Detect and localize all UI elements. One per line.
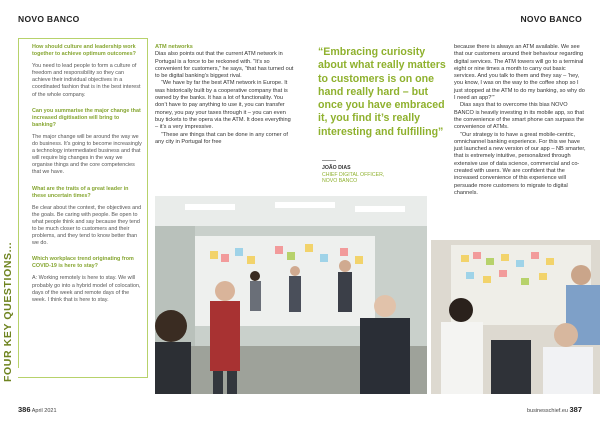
quote-author: JOÃO DIAS [322,165,351,171]
quote-attribution [322,165,384,185]
header-publication-left: NOVO BANCO [18,14,80,24]
paragraph: “Our strategy is to have a great mobile-centric, omnichannel banking experience. For this we have just launched a new version of our app – NB smarter, that is extremely intuitive, personalized through extensive use of data science, commercial and co-created with users. We are confident that the increased convenience of this experience will persuade more customers to migrate to digital channels. [454,131,586,196]
pull-quote: “Embracing curiosity about what really matters to customers is on one hand really hard – but once you have embraced it, you find it’s really interesting and fulfilling” [318,46,446,138]
quote-author-role: CHIEF DIGITAL OFFICER, [322,171,385,178]
article-column-2 [155,44,295,146]
paragraph: Dias also points out that the current ATM network in Portugal is a force to be reckoned with. “It’s so convenient for customers,” he says, “that has turned out to be digital banking’s biggest rival. [155,51,294,80]
sidebar-vertical-title: FOUR KEY QUESTIONS... [2,241,14,382]
paragraph: Dias says that to overcome this bias NOVO BANCO is heavily investing in its mobile app, so that the convenience of the smart phone can surpass the convenience of ATMs. [454,102,584,131]
footer-left [18,405,57,414]
page-number-right: 387 [569,405,582,414]
header-publication-right: NOVO BANCO [520,14,582,24]
question-1: How should culture and leadership work together to achieve optimum outcomes? [32,44,136,58]
answer-3: Be clear about the context, the objectives and the goals. Be caring with people. Be open to what people think and say because they tend to be much closer to customers and their problems, and they tend to know better than we do. [32,204,142,247]
paragraph: “We have by far the best ATM network in Europe. It was historically built by a cooperative company that is owned by the banks. It has a lot of functionality. You don’t have to pay anything to use it, you can transfer money, you pay your taxes through it – you can even buy tickets to the opera via the ATM. It does everything – it’s a very impressive. [155,80,291,131]
office-photo-presentation [431,240,600,394]
quote-author-company: NOVO BANCO [322,178,358,184]
quote-divider [322,160,336,161]
site-url: businesschief.eu [526,408,568,414]
paragraph: because there is always an ATM available. We see that our customers around their behaviour regarding digital services. The ATM towers will go to a terminal eight or nine times a month to carry out basic services. And you talk to them and they say – ‘hey, you know, I was on the way to the coffee shop so I just stopped at the ATM to do my banking, so why do I need an app?’” [454,44,585,102]
subhead-atm-networks: ATM networks [155,44,193,50]
question-2: Can you summarise the major change that increased digitisation will bring to banking? [32,107,141,128]
footer-right [527,405,582,414]
answer-2: The major change will be around the way we do business. It's going to become increasingly a technology intermediated business and that will require big changes in the way we organise things and the core competencies that we have. [32,133,142,176]
issue-date: April 2021 [31,408,57,414]
question-3: What are the traits of a great leader in these uncertain times? [32,185,129,199]
key-questions-column [32,44,142,313]
paragraph: “These are things that can be done in any corner of any city in Portugal for free [155,131,288,145]
question-4: Which workplace trend originating from COVID-19 is here to stay? [32,256,134,270]
office-photo-workshop [155,196,427,394]
answer-1: You need to lead people to form a culture of freedom and responsibility so they can achieve their individual objectives in a coordinated fashion that is in the best interest of the whole company. [32,63,141,98]
sidebar-box-edge [18,38,19,368]
page-number-left: 386 [18,405,31,414]
answer-4: A: Working remotely is here to stay. We will probably go into a hybrid model of colocation, days of the week and remote days of the week. I think that is here to stay. [32,275,141,303]
article-column-4 [454,44,586,197]
